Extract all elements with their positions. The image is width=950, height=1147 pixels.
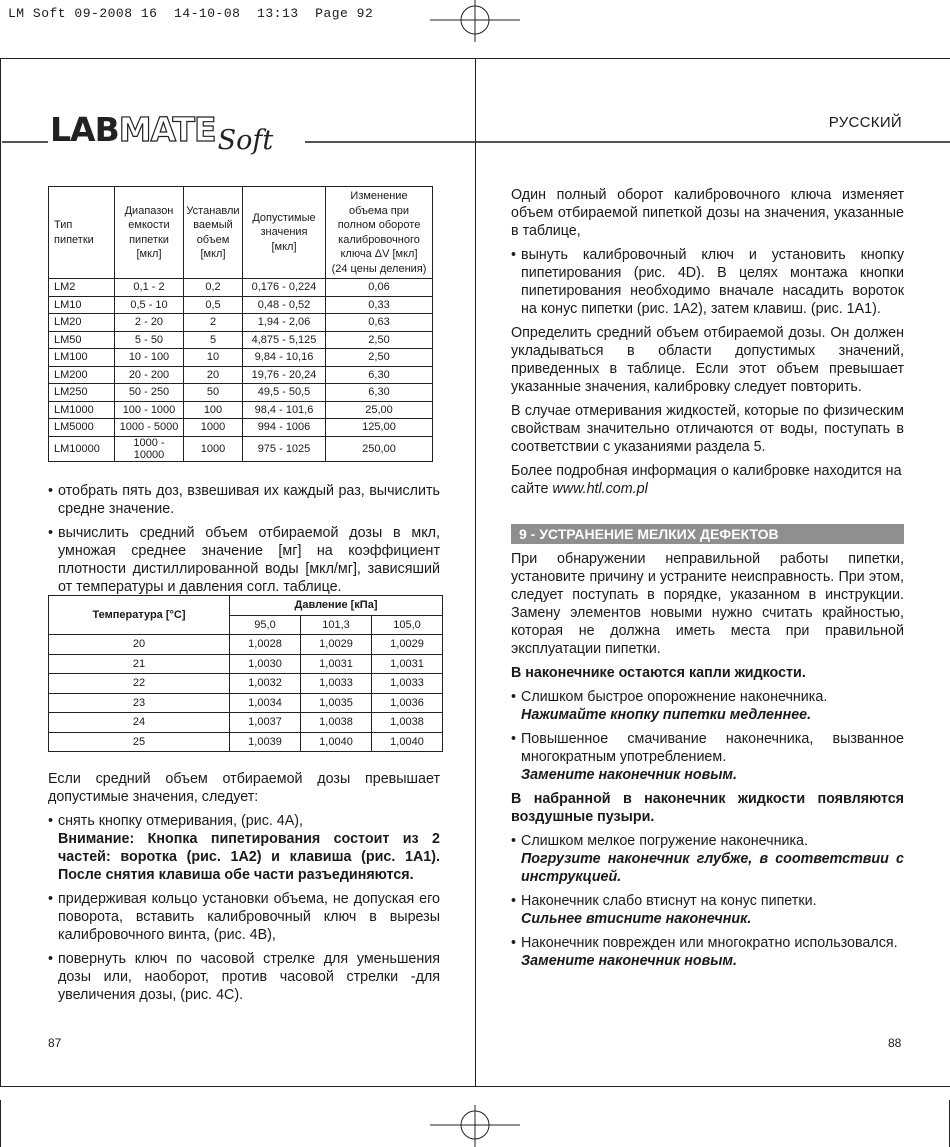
table-cell: 0,63: [326, 314, 433, 332]
table-cell: 1,0040: [301, 732, 372, 752]
table-cell: LM100: [49, 349, 115, 367]
list-item: • Слишком быстрое опорожнение наконечника. Нажимайте кнопку пипетки медленнее.: [511, 689, 828, 723]
paragraph: Если средний объем отбираемой дозы превышает допустимые значения, следует:: [48, 771, 440, 805]
table-cell: 1,0028: [230, 635, 301, 655]
website-link[interactable]: www.htl.com.pl: [552, 481, 648, 497]
table-row: [49, 419, 433, 437]
pressure-header: Давление [кПа]: [230, 596, 443, 616]
table-cell: 0,33: [326, 296, 433, 314]
table-cell: LM10000: [49, 436, 115, 461]
list-item: • Наконечник слабо втиснут на конус пипетки. Сильнее втисните наконечник.: [511, 893, 817, 927]
table-cell: LM10: [49, 296, 115, 314]
list-item: • вынуть калибровочный ключ и установить кнопку пипетирования (рис. 4D). В целях монтажа кнопки пипетирования необходимо вначале насадить вороток на конус пипетки (рис. 1A2), затем клавиш. (рис. 1A1).: [511, 247, 904, 317]
table-cell: 1,0033: [301, 674, 372, 694]
table-cell: 24: [49, 713, 230, 733]
col-header-type: Тип пипетки: [49, 187, 115, 279]
logo-part-mate: MATE: [118, 110, 216, 149]
section-heading: 9 - УСТРАНЕНИЕ МЕЛКИХ ДЕФЕКТОВ: [511, 524, 904, 544]
temperature-header: Температура [°C]: [49, 596, 230, 635]
table-row: [49, 732, 443, 752]
logo-part-soft: Soft: [217, 125, 274, 156]
table-cell: 1,0029: [372, 635, 443, 655]
logo-rule-right: [305, 141, 475, 143]
table-cell: 1000: [184, 436, 243, 461]
table-cell: 21: [49, 654, 230, 674]
pressure-value-header: 95,0: [230, 615, 301, 635]
header-rule-right: [476, 141, 950, 143]
table-cell: 975 - 1025: [243, 436, 326, 461]
left-column-lower: [48, 770, 440, 1010]
table-cell: 50: [184, 384, 243, 402]
table-cell: LM50: [49, 331, 115, 349]
table-cell: LM5000: [49, 419, 115, 437]
registration-mark-top-icon: [430, 0, 520, 58]
paragraph: Один полный оборот калибровочного ключа изменяет объем отбираемой пипеткой дозы на значения, указанные в таблице,: [511, 187, 904, 239]
table-cell: 1,0031: [372, 654, 443, 674]
table-cell: 1000 - 10000: [115, 436, 184, 461]
table-cell: 1,0036: [372, 693, 443, 713]
list-item: • повернуть ключ по часовой стрелке для уменьшения дозы или, наоборот, против часовой стрелки -для увеличения дозы, (рис. 4C).: [48, 951, 440, 1003]
table-row: [49, 366, 433, 384]
center-fold-rule: [475, 58, 476, 1086]
table-cell: 0,5: [184, 296, 243, 314]
table-cell: LM1000: [49, 401, 115, 419]
table-header-row: [49, 187, 433, 279]
list-item: • Повышенное смачивание наконечника, вызванное многократным употреблением. Замените наконечник новым.: [511, 731, 904, 783]
table-row: [49, 674, 443, 694]
table-row: [49, 713, 443, 733]
table-row: [49, 635, 443, 655]
table-cell: 4,875 - 5,125: [243, 331, 326, 349]
table-cell: 1,0037: [230, 713, 301, 733]
list-item: • Слишком мелкое погружение наконечника. Погрузите наконечник глубже, в соответствии с инструкцией.: [511, 833, 904, 885]
table-cell: LM200: [49, 366, 115, 384]
table-cell: 1000: [184, 419, 243, 437]
table-cell: 1,0035: [301, 693, 372, 713]
paragraph: При обнаружении неправильной работы пипетки, установите причину и устраните неисправность. При этом, следует поступать в порядке, указанном в инструкции. Замену элементов новыми нужно считать крайностью, которая не должна иметь места при правильной эксплуатации пипетки.: [511, 551, 904, 657]
table-cell: 1,0039: [230, 732, 301, 752]
table-cell: 2,50: [326, 331, 433, 349]
table-cell: 994 - 1006: [243, 419, 326, 437]
crop-mark-bl: [0, 1100, 1, 1147]
table-cell: 49,5 - 50,5: [243, 384, 326, 402]
table-row: [49, 654, 443, 674]
list-item: • отобрать пять доз, взвешивая их каждый раз, вычислить средне значение.: [48, 483, 440, 517]
table-cell: 10: [184, 349, 243, 367]
table-cell: 1,0029: [301, 635, 372, 655]
table-cell: 1,0031: [301, 654, 372, 674]
table-cell: 19,76 - 20,24: [243, 366, 326, 384]
table-cell: LM250: [49, 384, 115, 402]
table-cell: 0,06: [326, 279, 433, 297]
table-cell: 1,0030: [230, 654, 301, 674]
table-cell: 25,00: [326, 401, 433, 419]
logo-rule-left: [2, 141, 48, 143]
registration-mark-bottom-icon: [430, 1100, 520, 1147]
table-row: [49, 314, 433, 332]
table-cell: 0,176 - 0,224: [243, 279, 326, 297]
table-cell: 1,0040: [372, 732, 443, 752]
left-edge-rule: [0, 58, 1, 1086]
table-cell: LM2: [49, 279, 115, 297]
table-cell: 25: [49, 732, 230, 752]
table-row: [49, 693, 443, 713]
table-cell: 250,00: [326, 436, 433, 461]
table-cell: 6,30: [326, 384, 433, 402]
table-cell: 2: [184, 314, 243, 332]
bottom-rule: [0, 1086, 950, 1087]
list-item: • Наконечник поврежден или многократно использовался. Замените наконечник новым.: [511, 935, 898, 969]
table-cell: 125,00: [326, 419, 433, 437]
labmate-logo: [50, 110, 273, 160]
table-cell: 20 - 200: [115, 366, 184, 384]
table-cell: 0,48 - 0,52: [243, 296, 326, 314]
table-cell: 1,0032: [230, 674, 301, 694]
table-cell: 5: [184, 331, 243, 349]
table-cell: 0,1 - 2: [115, 279, 184, 297]
pipette-spec-table: [48, 186, 433, 462]
print-header: LM Soft 09-2008 16 14-10-08 13:13 Page 92: [8, 6, 374, 21]
table-cell: 23: [49, 693, 230, 713]
col-header-range: Диапазон емкости пипетки [мкл]: [115, 187, 184, 279]
page-number-right: 88: [888, 1036, 902, 1050]
language-label: РУССКИЙ: [828, 114, 902, 131]
table-cell: 1,0034: [230, 693, 301, 713]
pressure-value-header: 105,0: [372, 615, 443, 635]
table-cell: 1,0038: [301, 713, 372, 733]
table-cell: 1,0033: [372, 674, 443, 694]
col-header-delta-v: Изменение объема при полном обороте калибровочного ключа ΔV [мкл] (24 цены деления): [326, 187, 433, 279]
table-row: [49, 384, 433, 402]
list-item: • придерживая кольцо установки объема, не допуская его поворота, вставить калибровочный ключ в вырезы калибровочного винта, (рис. 4B),: [48, 891, 440, 943]
table-cell: 1,94 - 2,06: [243, 314, 326, 332]
table-cell: 22: [49, 674, 230, 694]
table-row: [49, 436, 433, 461]
table-row: [49, 331, 433, 349]
paragraph: Более подробная информация о калибровке находится на сайте www.htl.com.pl: [511, 463, 902, 497]
table-cell: 1,0038: [372, 713, 443, 733]
list-item: • вычислить средний объем отбираемой дозы в мкл, умножая среднее значение [мг] на коэффициент плотности дистиллированной воды [мкл/мг], зависяший от температуры и давления согл. таблице.: [48, 525, 440, 595]
subheading: В наконечнике остаются капли жидкости.: [511, 665, 806, 681]
table-row: [49, 401, 433, 419]
table-cell: 100: [184, 401, 243, 419]
table-cell: 50 - 250: [115, 384, 184, 402]
logo-part-lab: LAB: [50, 110, 119, 149]
table-cell: 0,2: [184, 279, 243, 297]
table-cell: LM20: [49, 314, 115, 332]
table-cell: 98,4 - 101,6: [243, 401, 326, 419]
table-row: [49, 279, 433, 297]
pressure-value-header: 101,3: [301, 615, 372, 635]
left-column-upper: [48, 482, 440, 602]
table-cell: 5 - 50: [115, 331, 184, 349]
table-cell: 2,50: [326, 349, 433, 367]
page-number-left: 87: [48, 1036, 62, 1050]
right-column: [511, 186, 904, 976]
list-item: • снять кнопку отмеривания, (рис. 4A), Внимание: Кнопка пипетирования состоит из 2 частей: воротка (рис. 1A2) и клавиша (рис. 1A1). После снятия клавиша обе части разъединяются.: [48, 813, 440, 883]
table-cell: 20: [49, 635, 230, 655]
table-row: [49, 296, 433, 314]
paragraph: Определить средний объем отбираемой дозы. Он должен укладываться в области допустимых значений, приведенных в таблице. Если этот объем превышает указанные значения, калибровку следует повторить.: [511, 325, 904, 395]
table-row: [49, 349, 433, 367]
paragraph: В случае отмеривания жидкостей, которые по физическим свойствам значительно отличаются от воды, поступать в соответствии с указаниями раздела 5.: [511, 403, 904, 455]
table-cell: 1000 - 5000: [115, 419, 184, 437]
table-cell: 6,30: [326, 366, 433, 384]
table-cell: 100 - 1000: [115, 401, 184, 419]
col-header-set-volume: Устанавли ваемый объем [мкл]: [184, 187, 243, 279]
table-cell: 0,5 - 10: [115, 296, 184, 314]
col-header-tolerance: Допустимые значения [мкл]: [243, 187, 326, 279]
water-density-table: [48, 595, 443, 752]
subheading: В набранной в наконечник жидкости появляются воздушные пузыри.: [511, 791, 904, 825]
table-cell: 10 - 100: [115, 349, 184, 367]
table-cell: 20: [184, 366, 243, 384]
table-cell: 2 - 20: [115, 314, 184, 332]
table-cell: 9,84 - 10,16: [243, 349, 326, 367]
